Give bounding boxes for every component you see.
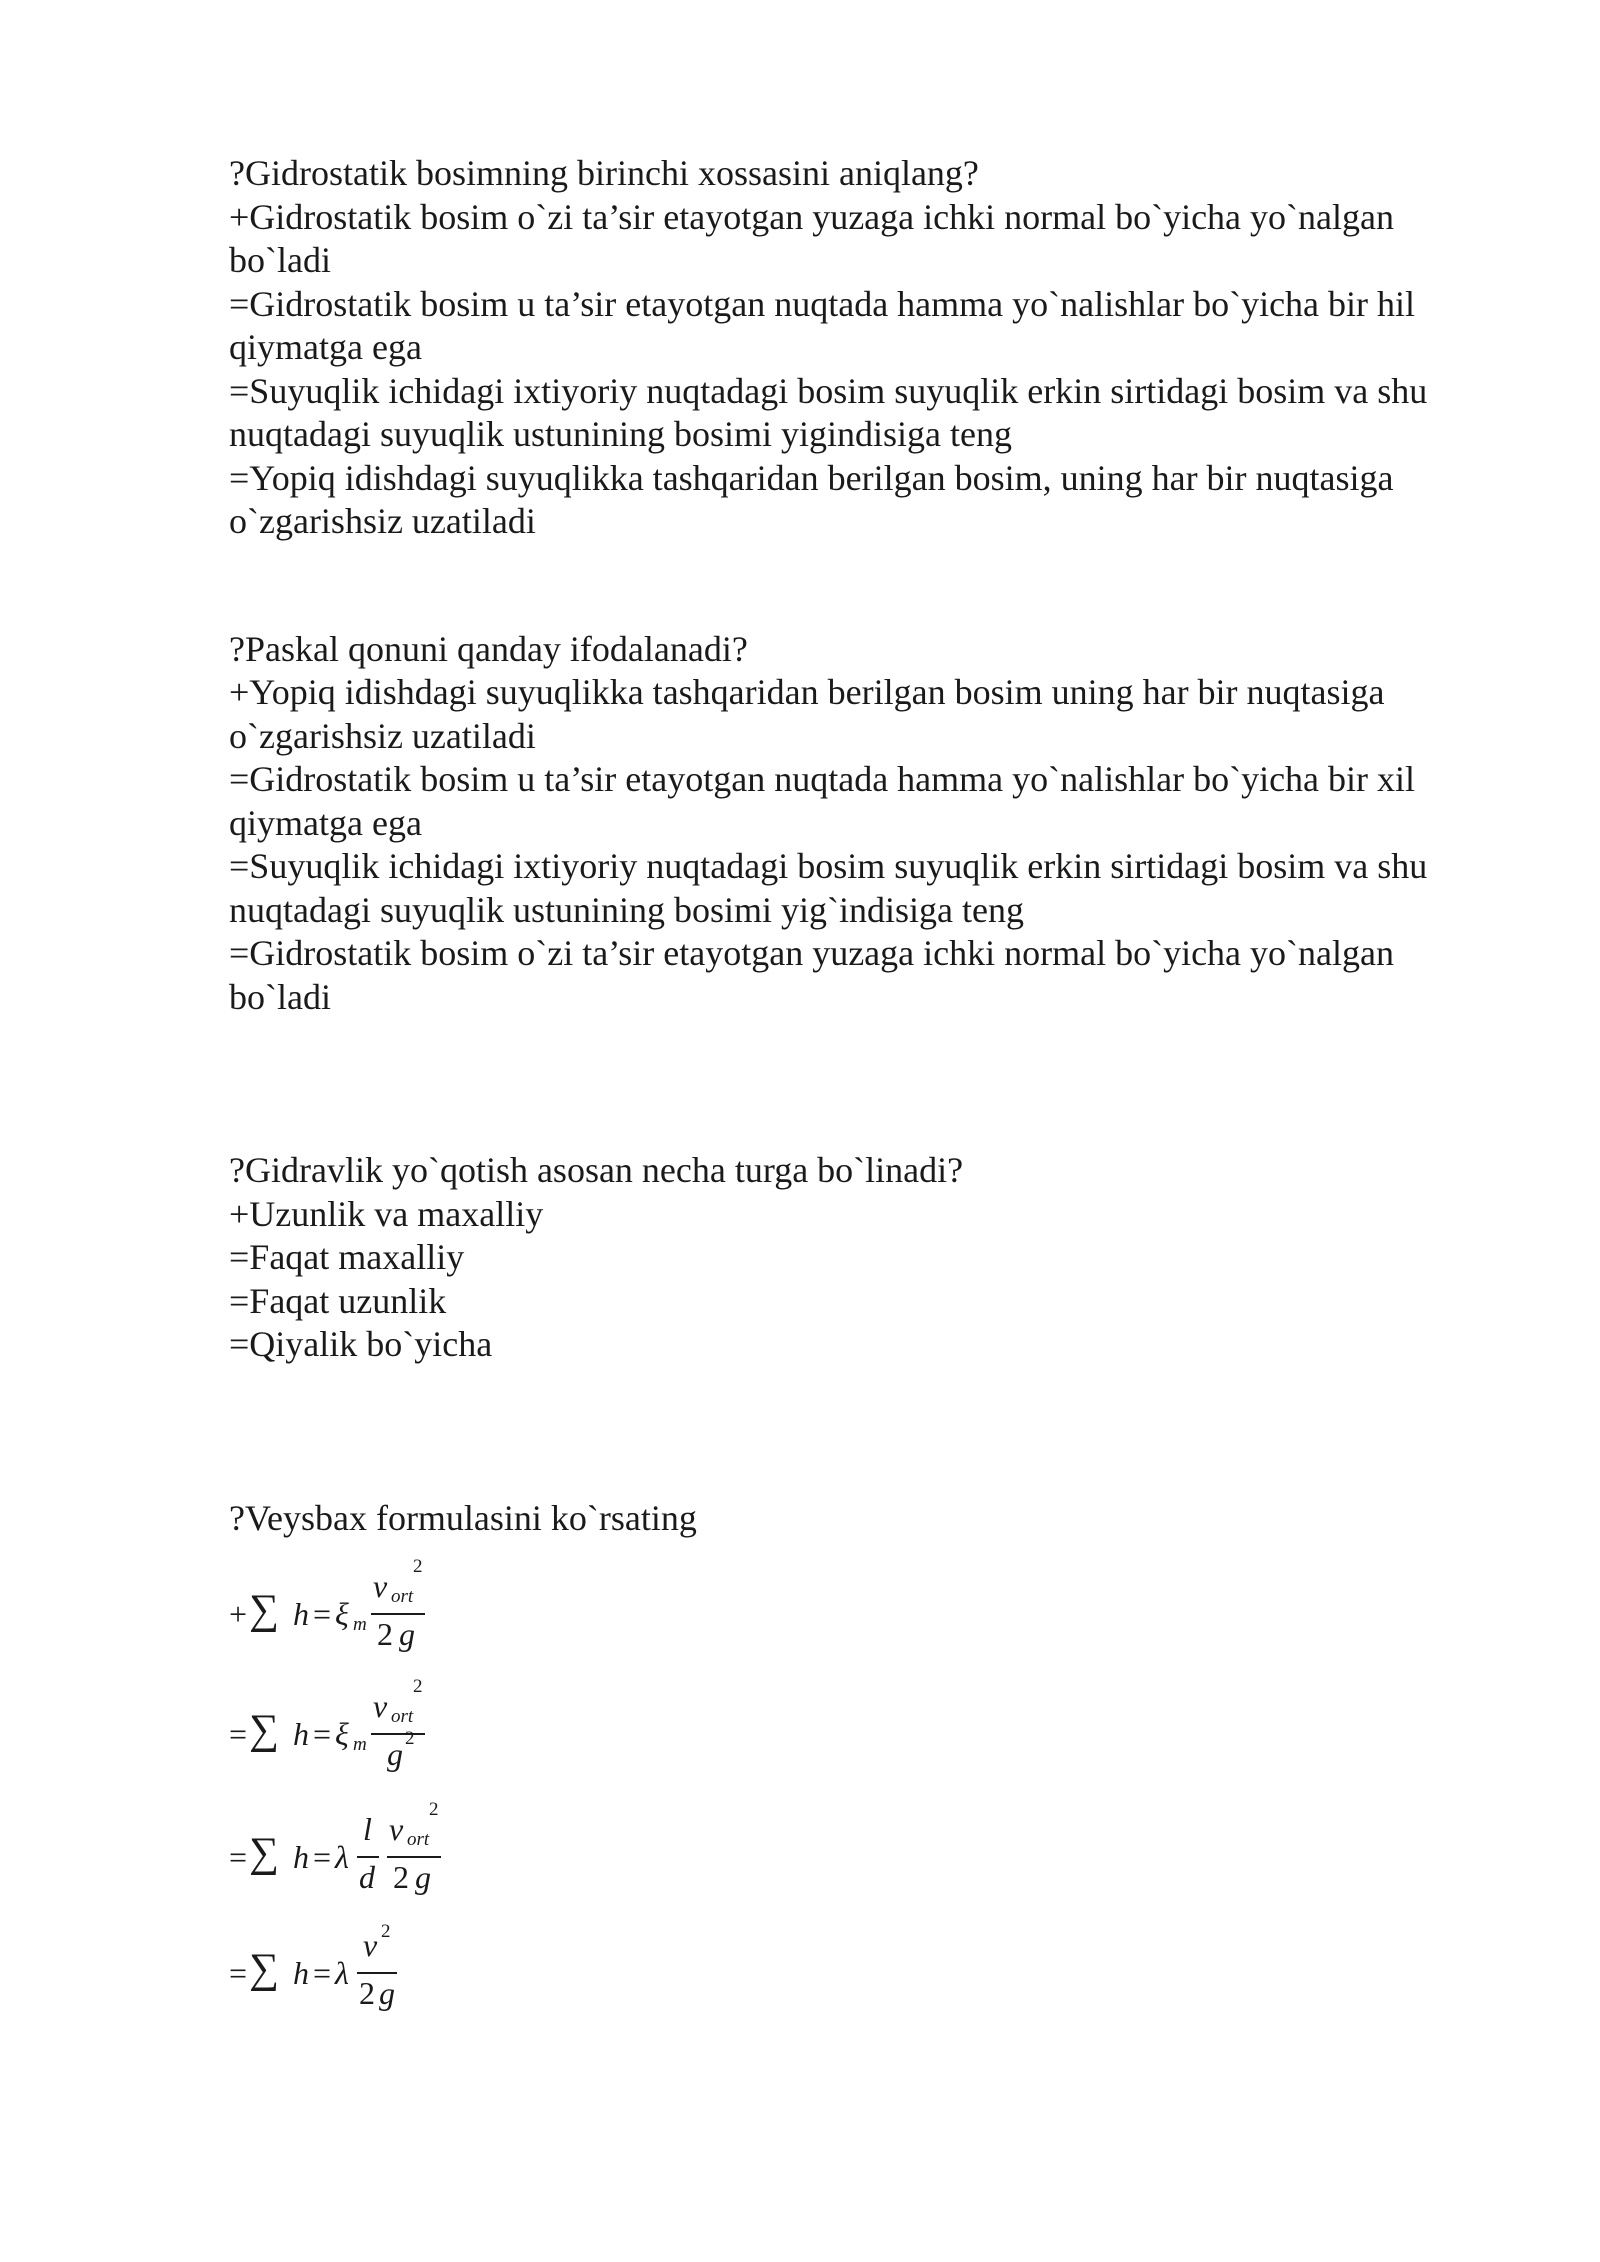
question-text: ?Gidrostatik bosimning birinchi xossasini aniqlang? bbox=[229, 153, 979, 193]
formula-equals: = bbox=[313, 1716, 332, 1752]
formula-prefix: = bbox=[229, 1955, 248, 1991]
answer-line: o`zgarishsiz uzatiladi bbox=[229, 501, 536, 541]
answer-line: =Faqat maxalliy bbox=[229, 1237, 465, 1277]
sigma-symbol: ∑ bbox=[249, 1946, 279, 1992]
formula-denominator-sup: 2 bbox=[405, 1728, 415, 1749]
formula-equals: = bbox=[313, 1839, 332, 1875]
formula-option-4 bbox=[229, 1921, 1499, 2017]
formula-d: d bbox=[359, 1859, 375, 1895]
answer-line: +Gidrostatik bosim o`zi ta’sir etayotgan yuzaga ichki normal bo`yicha yo`nalgan bbox=[229, 196, 1394, 237]
fraction-bar bbox=[357, 1972, 397, 1974]
fraction-bar bbox=[387, 1856, 441, 1858]
formula-h: h bbox=[293, 1839, 309, 1875]
formula-equals: = bbox=[313, 1955, 332, 1991]
formula-l: l bbox=[363, 1811, 372, 1847]
answer-line: =Gidrostatik bosim o`zi ta’sir etayotgan yuzaga ichki normal bo`yicha yo`nalgan bbox=[229, 933, 1394, 973]
answer-line: =Yopiq idishdagi suyuqlikka tashqaridan berilgan bosim, uning har bir nuqtasiga bbox=[229, 457, 1394, 498]
formula-numerator: v bbox=[363, 1927, 378, 1963]
formula-prefix: = bbox=[229, 1839, 248, 1875]
answer-line: qiymatga ega bbox=[229, 802, 422, 843]
question-block-3 bbox=[229, 1149, 1499, 1367]
question-text: ?Paskal qonuni qanday ifodalanadi? bbox=[229, 628, 748, 669]
formula-denominator-number: 2 bbox=[377, 1616, 393, 1652]
formula-denominator-g: g bbox=[399, 1616, 415, 1652]
formula-numerator-sup: 2 bbox=[381, 1921, 391, 1942]
answer-line: =Gidrostatik bosim u ta’sir etayotgan nuqtada hamma yo`nalishlar bo`yicha bir hil bbox=[229, 283, 1416, 324]
formula-denominator-g: g bbox=[379, 1975, 395, 2011]
formula-numerator-sub: ort bbox=[391, 1586, 414, 1607]
sigma-symbol: ∑ bbox=[249, 1830, 279, 1876]
formula-numerator: v bbox=[373, 1688, 388, 1724]
question-text: ?Veysbax formulasini ko`rsating bbox=[229, 1497, 697, 1538]
formula-denominator-g: g bbox=[387, 1736, 403, 1772]
formula-h: h bbox=[293, 1716, 309, 1752]
formula-numerator-sup: 2 bbox=[413, 1556, 423, 1577]
formula-h: h bbox=[293, 1596, 309, 1632]
answer-line: =Faqat uzunlik bbox=[229, 1280, 447, 1321]
answer-line: bo`ladi bbox=[229, 240, 331, 280]
sigma-symbol: ∑ bbox=[249, 1587, 279, 1633]
formula-option-2 bbox=[229, 1676, 1499, 1778]
formula-coefficient: ξ bbox=[335, 1716, 349, 1752]
answer-line: =Suyuqlik ichidagi ixtiyoriy nuqtadagi bosim suyuqlik erkin sirtidagi bosim va shu bbox=[229, 370, 1428, 411]
formula-prefix: + bbox=[229, 1596, 248, 1632]
formula-prefix: = bbox=[229, 1716, 248, 1752]
formula-denominator-number: 2 bbox=[393, 1859, 409, 1895]
formula-equals: = bbox=[313, 1596, 332, 1632]
question-text: ?Gidravlik yo`qotish asosan necha turga bo`linadi? bbox=[229, 1150, 964, 1190]
fraction-bar bbox=[371, 1733, 425, 1735]
formula-numerator-sup: 2 bbox=[429, 1799, 439, 1820]
answer-line: +Uzunlik va maxalliy bbox=[229, 1193, 544, 1234]
formula-coefficient: ξ bbox=[335, 1596, 349, 1632]
formula-coefficient-sub: m bbox=[353, 1614, 367, 1635]
formula-option-3 bbox=[229, 1799, 1499, 1901]
sigma-symbol: ∑ bbox=[249, 1707, 279, 1753]
formula-h: h bbox=[293, 1955, 309, 1991]
formula-coefficient: λ bbox=[335, 1955, 349, 1991]
formula-numerator: v bbox=[373, 1568, 388, 1604]
answer-line: =Gidrostatik bosim u ta’sir etayotgan nuqtada hamma yo`nalishlar bo`yicha bir xil bbox=[229, 759, 1416, 799]
formula-denominator-g: g bbox=[415, 1859, 431, 1895]
question-block-1 bbox=[229, 152, 1499, 544]
answer-line: =Suyuqlik ichidagi ixtiyoriy nuqtadagi bosim suyuqlik erkin sirtidagi bosim va shu bbox=[229, 846, 1428, 886]
formula-numerator: v bbox=[389, 1811, 404, 1847]
answer-line: nuqtadagi suyuqlik ustunining bosimi yigindisiga teng bbox=[229, 414, 1012, 454]
fraction-bar bbox=[371, 1613, 425, 1615]
answer-line: bo`ladi bbox=[229, 976, 331, 1017]
formula-numerator-sup: 2 bbox=[413, 1676, 423, 1697]
formula-numerator-sub: ort bbox=[407, 1829, 430, 1850]
formula-coefficient-sub: m bbox=[353, 1734, 367, 1755]
question-block-4 bbox=[229, 1497, 1499, 2018]
answer-line: qiymatga ega bbox=[229, 327, 422, 367]
answer-line: nuqtadagi suyuqlik ustunining bosimi yig`indisiga teng bbox=[229, 889, 1024, 930]
fraction-bar bbox=[357, 1856, 379, 1858]
answer-line: o`zgarishsiz uzatiladi bbox=[229, 715, 536, 756]
answer-line: =Qiyalik bo`yicha bbox=[229, 1324, 493, 1364]
question-block-2 bbox=[229, 628, 1499, 1020]
formula-denominator-number: 2 bbox=[359, 1975, 375, 2011]
formula-option-1 bbox=[229, 1556, 1499, 1658]
formula-coefficient: λ bbox=[335, 1839, 349, 1875]
formula-numerator-sub: ort bbox=[391, 1706, 414, 1727]
document-content bbox=[229, 152, 1499, 2017]
answer-line: +Yopiq idishdagi suyuqlikka tashqaridan berilgan bosim uning har bir nuqtasiga bbox=[229, 672, 1385, 712]
